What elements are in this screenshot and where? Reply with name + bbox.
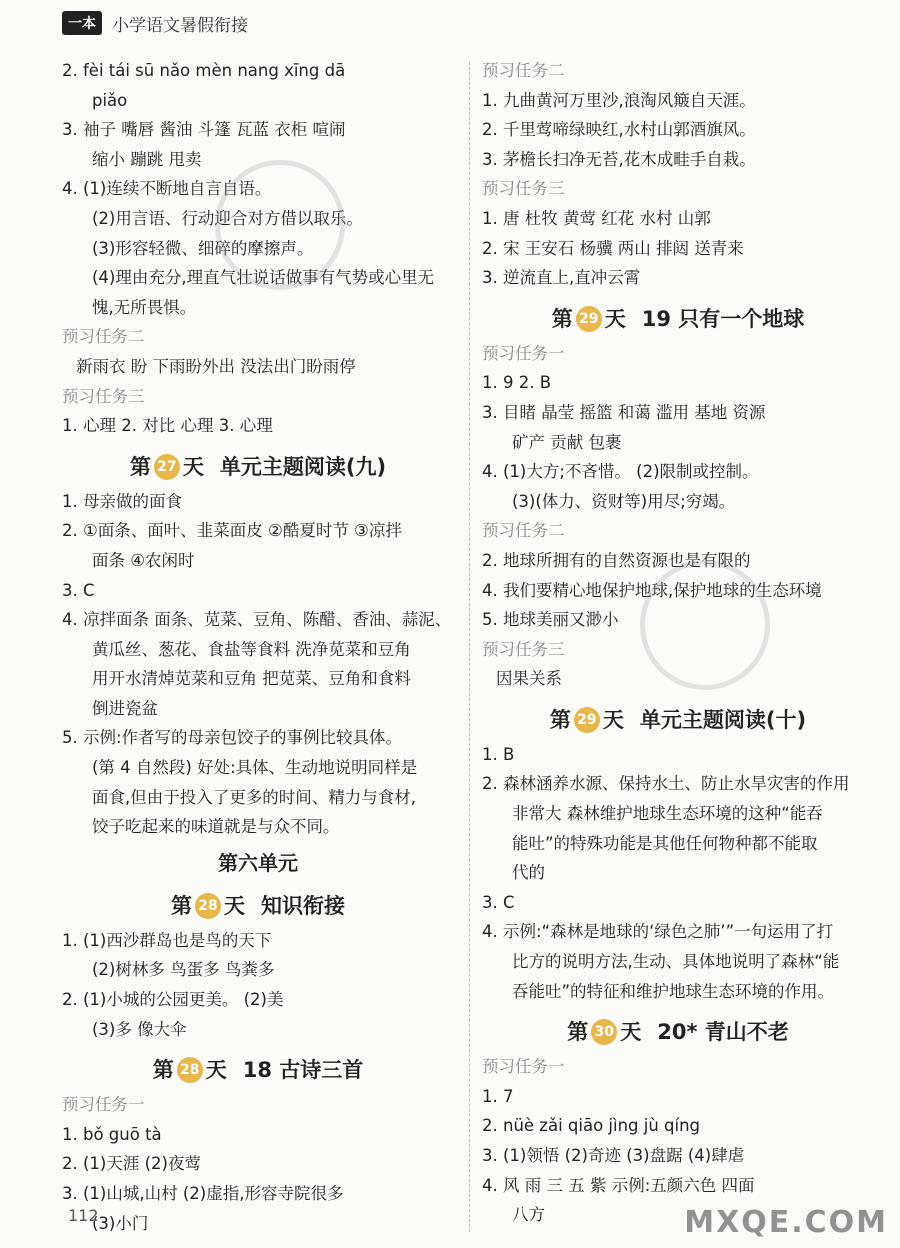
page-header [62, 8, 248, 38]
answer-line: (3)(体力、资财等)用尽;穷竭。 [512, 491, 736, 511]
answer-line: 3. 袖子 嘴唇 酱油 斗篷 瓦蓝 衣柜 喧闹 [62, 120, 346, 140]
task-heading: 预习任务一 [62, 1095, 145, 1115]
answer-line: 代的 [512, 863, 545, 883]
day-heading [482, 299, 874, 339]
answer-line: 比方的说明方法,生动、具体地说明了森林“能 [512, 952, 840, 972]
day-title: 19 只有一个地球 [641, 306, 805, 331]
day-title: 知识衔接 [261, 893, 345, 918]
day-title: 单元主题阅读(十) [639, 707, 807, 732]
answer-line: 愧,无所畏惧。 [92, 297, 197, 317]
day-heading [62, 447, 454, 487]
answer-line: 新雨衣 盼 下雨盼外出 没法出门盼雨停 [76, 356, 356, 376]
column-divider [469, 62, 470, 1232]
task-heading: 预习任务三 [482, 179, 565, 199]
answer-line: 4. (1)大方;不吝惜。 (2)限制或控制。 [482, 462, 759, 482]
answer-line: 缩小 蹦跳 甩卖 [92, 149, 202, 169]
answer-line: 黄瓜丝、葱花、食盐等食料 洗净苋菜和豆角 [92, 639, 411, 659]
answer-line: 3. (1)山城,山村 (2)虚指,形容寺院很多 [62, 1184, 344, 1203]
day-number-badge: 29 [574, 707, 600, 733]
answer-line: 1. 唐 杜牧 黄莺 红花 水村 山郭 [482, 208, 711, 228]
day-prefix: 第 [171, 893, 192, 918]
task-heading: 预习任务二 [482, 61, 565, 80]
day-suffix: 天 [602, 707, 624, 732]
day-number-badge: 27 [154, 454, 180, 480]
answer-line: 饺子吃起来的味道就是与众不同。 [92, 817, 340, 837]
answer-line: 2. 千里莺啼绿映红,水村山郭酒旗风。 [482, 120, 756, 140]
stamp-watermark [215, 160, 345, 290]
day-prefix: 第 [567, 1020, 589, 1045]
day-number-badge: 28 [195, 893, 221, 919]
answer-line: 1. B [482, 744, 515, 764]
day-number-badge: 29 [576, 306, 602, 332]
day-title: 18 古诗三首 [242, 1058, 364, 1083]
answer-line: 因果关系 [496, 669, 562, 689]
answer-line: (3)小门 [92, 1213, 149, 1233]
answer-line: 1. 母亲做的面食 [62, 491, 182, 511]
answer-line: 八方 [512, 1205, 545, 1225]
answer-line: 矿产 贡献 包裹 [512, 432, 622, 452]
day-title: 单元主题阅读(九) [219, 454, 387, 479]
answer-line: 能吐”的特殊功能是其他任何物种都不能取 [512, 833, 818, 853]
answer-line: 面条 ④农闲时 [92, 550, 195, 570]
answer-line: (3)形容轻微、细碎的摩擦声。 [92, 238, 314, 258]
day-heading [62, 886, 454, 926]
day-prefix: 第 [152, 1058, 174, 1083]
page-number: 112 [68, 1206, 99, 1225]
answer-line: 2. nüè zǎi qiāo jìng jù qíng [482, 1116, 701, 1136]
day-heading [62, 1050, 454, 1090]
answer-line: 2. (1)天涯 (2)夜莺 [62, 1154, 201, 1174]
answer-line: 2. fèi tái sū nǎo mèn nang xīng dā [62, 61, 346, 80]
answer-line: 倒进瓷盆 [92, 698, 158, 718]
answer-line: (4)理由充分,理直气壮说话做事有气势或心里无 [92, 268, 435, 288]
day-suffix: 天 [205, 1058, 227, 1083]
day-prefix: 第 [549, 707, 571, 732]
answer-line: 1. (1)西沙群岛也是鸟的天下 [62, 930, 272, 950]
day-heading [482, 1012, 874, 1052]
answer-line: 3. C [62, 580, 95, 600]
unit-heading: 第六单元 [218, 850, 298, 875]
day-prefix: 第 [551, 306, 573, 331]
answer-line: 2. 森林涵养水源、保持水土、防止水旱灾害的作用 [482, 774, 850, 794]
brand-logo: 一本 [62, 11, 102, 35]
task-heading: 预习任务三 [482, 639, 565, 659]
stamp-watermark [640, 560, 770, 690]
answer-line: 1. 九曲黄河万里沙,浪淘风簸自天涯。 [482, 90, 756, 110]
book-title: 小学语文暑假衔接 [112, 15, 248, 36]
answer-line: 1. 7 [482, 1086, 514, 1106]
answer-line: 4. 我们要精心地保护地球,保护地球的生态环境 [482, 580, 822, 600]
answer-line: (3)多 像大伞 [92, 1019, 187, 1039]
answer-line: (2)树林多 鸟蛋多 鸟粪多 [92, 960, 275, 980]
day-suffix: 天 [224, 893, 245, 918]
day-heading [482, 700, 874, 740]
day-prefix: 第 [129, 454, 151, 479]
answer-line: piǎo [92, 90, 128, 110]
day-suffix: 天 [604, 306, 626, 331]
answer-line: 2. (1)小城的公园更美。 (2)美 [62, 990, 284, 1010]
answer-line: 3. (1)领悟 (2)奇迹 (3)盘踞 (4)肆虐 [482, 1146, 745, 1165]
answer-line: 3. 逆流直上,直冲云霄 [482, 268, 641, 288]
answer-line: 面食,但由于投入了更多的时间、精力与食材, [92, 787, 416, 807]
answer-line: (第 4 自然段) 好处:具体、生动地说明同样是 [92, 758, 418, 778]
day-number-badge: 30 [591, 1019, 617, 1045]
answer-line: 4. 风 雨 三 五 紫 示例:五颜六色 四面 [482, 1175, 755, 1195]
answer-line: 4. 凉拌面条 面条、苋菜、豆角、陈醋、香油、蒜泥、 [62, 610, 452, 630]
task-heading: 预习任务一 [482, 343, 565, 363]
answer-line: 3. C [482, 892, 515, 912]
day-title: 20* 青山不老 [657, 1020, 789, 1045]
answer-line: (2)用言语、行动迎合对方借以取乐。 [92, 208, 363, 228]
task-heading: 预习任务二 [482, 521, 565, 541]
answer-line: 2. ①面条、面叶、韭菜面皮 ②酷夏时节 ③凉拌 [62, 521, 402, 541]
answer-line: 5. 地球美丽又渺小 [482, 610, 619, 630]
answer-line: 5. 示例:作者写的母亲包饺子的事例比较具体。 [62, 728, 403, 748]
site-watermark: MXQE.COM [684, 1205, 888, 1240]
answer-line: 2. 宋 王安石 杨骥 两山 排闼 送青来 [482, 238, 744, 258]
answer-line: 吞能吐”的特征和维护地球生态环境的作用。 [512, 981, 835, 1001]
answer-line: 4. (1)连续不断地自言自语。 [62, 179, 272, 199]
task-heading: 预习任务一 [482, 1057, 565, 1077]
answer-line: 1. 心理 2. 对比 心理 3. 心理 [62, 416, 273, 436]
day-number-badge: 28 [177, 1057, 203, 1083]
task-heading: 预习任务二 [62, 327, 145, 347]
answer-line: 3. 茅檐长扫净无苔,花木成畦手自栽。 [482, 149, 756, 169]
day-suffix: 天 [620, 1020, 642, 1045]
day-suffix: 天 [182, 454, 204, 479]
answer-line: 非常大 森林维护地球生态环境的这种“能吞 [512, 804, 823, 824]
answer-line: 2. 地球所拥有的自然资源也是有限的 [482, 550, 751, 570]
answer-line: 3. 目睹 晶莹 摇篮 和蔼 滥用 基地 资源 [482, 402, 766, 422]
answer-line: 用开水清焯苋菜和豆角 把苋菜、豆角和食料 [92, 669, 411, 689]
task-heading: 预习任务三 [62, 386, 145, 406]
answer-line: 1. 9 2. B [482, 373, 552, 393]
answer-line: 4. 示例:“森林是地球的‘绿色之肺’”一句运用了打 [482, 922, 834, 942]
answer-line: 1. bǒ guō tà [62, 1124, 162, 1144]
